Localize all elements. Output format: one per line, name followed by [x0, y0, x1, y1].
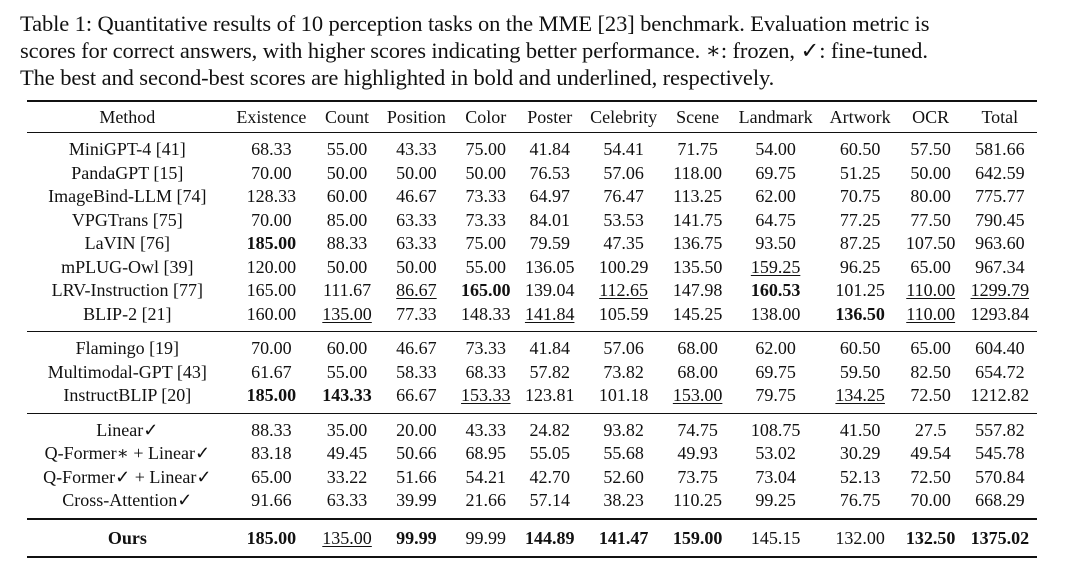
table-row [27, 279, 1037, 303]
score-cell: 50.00 [326, 162, 368, 183]
score-cell: 54.21 [465, 466, 507, 487]
score-cell: 55.00 [326, 361, 368, 382]
score-cell: 132.00 [835, 527, 885, 548]
column-header-artwork: Artwork [829, 107, 891, 127]
score-cell: 61.67 [251, 361, 292, 382]
score-cell: 20.00 [396, 419, 437, 440]
score-cell: 57.50 [910, 139, 951, 159]
score-cell: 93.82 [603, 419, 644, 440]
table-caption [20, 10, 1060, 91]
score-cell: 50.00 [396, 256, 437, 277]
score-cell: 136.05 [524, 256, 575, 277]
score-cell: 775.77 [975, 186, 1025, 206]
score-cell: 55.00 [465, 256, 507, 277]
method-cell: Multimodal-GPT [43] [47, 361, 207, 382]
method-cell: Cross-Attention✓ [62, 490, 193, 510]
score-cell: 65.00 [251, 466, 292, 487]
score-cell: 42.70 [529, 466, 570, 487]
score-cell: 93.50 [755, 233, 796, 253]
score-cell: 62.00 [755, 338, 796, 358]
table-header [27, 101, 1037, 133]
score-cell: 70.00 [251, 338, 292, 358]
score-cell: 604.40 [975, 338, 1025, 358]
score-cell: 55.68 [603, 443, 644, 463]
score-cell: 165.00 [246, 280, 297, 300]
caption-line-3: The best and second-best scores are highlighted in bold and underlined, respectively. [20, 65, 775, 90]
score-cell: 50.00 [465, 162, 507, 183]
score-cell: 72.50 [910, 385, 951, 405]
score-cell: 69.75 [755, 361, 796, 382]
table-row [27, 303, 1037, 332]
score-cell: 110.25 [673, 490, 723, 510]
method-cell: MiniGPT-4 [41] [68, 139, 186, 159]
score-cell: 96.25 [839, 256, 881, 277]
score-cell: 74.75 [677, 419, 718, 440]
score-cell: 967.34 [975, 256, 1025, 277]
score-cell: 58.33 [396, 361, 437, 382]
method-cell: Ours [107, 527, 147, 548]
score-cell: 159.00 [672, 527, 723, 548]
score-cell: 63.33 [396, 209, 437, 230]
table-row [27, 519, 1037, 557]
score-cell: 60.00 [326, 186, 368, 206]
score-cell: 68.95 [465, 443, 507, 463]
score-cell: 145.15 [750, 527, 801, 548]
score-cell: 185.00 [246, 527, 297, 548]
table-row [27, 413, 1037, 442]
score-cell: 160.53 [750, 280, 801, 300]
caption-line-1: Table 1: Quantitative results of 10 perception tasks on the MME [23] benchmark. Evaluation metric is [20, 11, 930, 36]
score-cell: 107.50 [905, 233, 956, 253]
column-header-ocr: OCR [912, 107, 950, 127]
score-cell: 49.54 [910, 443, 951, 463]
score-cell: 83.18 [251, 443, 292, 463]
score-cell: 38.23 [603, 490, 644, 510]
score-cell: 70.00 [251, 209, 292, 230]
score-cell: 153.33 [461, 385, 511, 405]
method-cell: PandaGPT [15] [71, 162, 184, 183]
score-cell: 128.33 [246, 186, 297, 206]
score-cell: 52.60 [603, 466, 644, 487]
score-cell: 101.25 [835, 280, 885, 300]
score-cell: 165.00 [461, 280, 511, 300]
score-cell: 136.50 [835, 303, 885, 324]
score-cell: 59.50 [839, 361, 881, 382]
score-cell: 41.84 [529, 338, 570, 358]
score-cell: 557.82 [975, 419, 1025, 440]
column-header-celebrity: Celebrity [590, 107, 658, 127]
score-cell: 108.75 [750, 419, 801, 440]
score-cell: 76.75 [839, 490, 881, 510]
score-cell: 39.99 [396, 490, 437, 510]
score-cell: 185.00 [246, 385, 297, 405]
score-cell: 790.45 [975, 209, 1025, 230]
score-cell: 570.84 [975, 466, 1025, 487]
score-cell: 62.00 [755, 186, 796, 206]
table-row [27, 384, 1037, 413]
column-header-position: Position [386, 107, 446, 127]
score-cell: 75.00 [465, 139, 507, 159]
column-header-existence: Existence [236, 107, 307, 127]
score-cell: 110.00 [906, 303, 956, 324]
score-cell: 71.75 [677, 139, 718, 159]
score-cell: 1212.82 [970, 385, 1030, 405]
method-cell: Linear✓ [96, 419, 159, 440]
method-cell: LRV-Instruction [77] [51, 280, 203, 300]
method-cell: VPGTrans [75] [71, 209, 183, 230]
score-cell: 110.00 [906, 280, 956, 300]
score-cell: 57.06 [603, 162, 644, 183]
score-cell: 50.00 [326, 256, 368, 277]
score-cell: 73.04 [755, 466, 796, 487]
score-cell: 68.33 [251, 139, 292, 159]
score-cell: 77.33 [396, 303, 437, 324]
score-cell: 86.67 [396, 280, 437, 300]
score-cell: 50.00 [910, 162, 951, 183]
score-cell: 120.00 [246, 256, 297, 277]
score-cell: 66.67 [396, 385, 437, 405]
score-cell: 85.00 [326, 209, 368, 230]
score-cell: 1299.79 [970, 280, 1030, 300]
score-cell: 100.29 [598, 256, 649, 277]
score-cell: 24.82 [529, 419, 570, 440]
table-row [27, 256, 1037, 280]
score-cell: 99.99 [396, 527, 437, 548]
results-table [27, 100, 1037, 558]
score-cell: 99.25 [755, 490, 796, 510]
score-cell: 33.22 [326, 466, 368, 487]
score-cell: 57.82 [529, 361, 570, 382]
score-cell: 70.75 [839, 186, 881, 206]
score-cell: 111.67 [322, 280, 372, 300]
score-cell: 143.33 [322, 385, 372, 405]
table-row [27, 162, 1037, 186]
score-cell: 53.53 [603, 209, 644, 230]
score-cell: 69.75 [755, 162, 796, 183]
score-cell: 68.00 [677, 361, 718, 382]
score-cell: 79.75 [755, 385, 796, 405]
column-header-poster: Poster [527, 107, 573, 127]
score-cell: 88.33 [326, 233, 368, 253]
score-cell: 135.00 [322, 303, 372, 324]
table-row [27, 209, 1037, 233]
score-cell: 73.82 [603, 361, 644, 382]
score-cell: 43.33 [396, 139, 437, 159]
score-cell: 148.33 [461, 303, 511, 324]
score-cell: 88.33 [251, 419, 292, 440]
score-cell: 145.25 [672, 303, 723, 324]
table-group-3 [27, 413, 1037, 519]
score-cell: 87.25 [839, 233, 881, 253]
method-cell: Flamingo [19] [75, 338, 180, 358]
score-cell: 185.00 [246, 233, 297, 253]
method-cell: Q-Former✓ + Linear✓ [43, 466, 212, 487]
score-cell: 132.50 [905, 527, 956, 548]
score-cell: 41.50 [839, 419, 881, 440]
column-header-method: Method [99, 107, 156, 127]
score-cell: 99.99 [465, 527, 507, 548]
score-cell: 60.00 [326, 338, 368, 358]
column-header-total: Total [981, 107, 1019, 127]
score-cell: 55.00 [326, 139, 368, 159]
method-cell: BLIP-2 [21] [83, 303, 172, 324]
table-group-1 [27, 133, 1037, 332]
score-cell: 141.84 [524, 303, 575, 324]
score-cell: 141.47 [598, 527, 649, 548]
score-cell: 72.50 [910, 466, 951, 487]
score-cell: 1293.84 [970, 303, 1030, 324]
method-cell: InstructBLIP [20] [63, 385, 192, 405]
score-cell: 49.45 [326, 443, 368, 463]
score-cell: 141.75 [672, 209, 723, 230]
table-row [27, 232, 1037, 256]
table-row [27, 489, 1037, 519]
method-cell: ImageBind-LLM [74] [48, 186, 207, 206]
score-cell: 51.25 [839, 162, 881, 183]
score-cell: 64.75 [755, 209, 796, 230]
score-cell: 113.25 [673, 186, 723, 206]
score-cell: 50.00 [396, 162, 437, 183]
score-cell: 545.78 [975, 443, 1025, 463]
score-cell: 63.33 [326, 490, 368, 510]
score-cell: 82.50 [910, 361, 951, 382]
score-cell: 147.98 [672, 280, 723, 300]
score-cell: 21.66 [465, 490, 507, 510]
score-cell: 27.5 [914, 419, 947, 440]
score-cell: 144.89 [524, 527, 575, 548]
table-row [27, 361, 1037, 385]
score-cell: 1375.02 [970, 527, 1030, 548]
table-row [27, 332, 1037, 361]
method-cell: Q-Former∗ + Linear✓ [44, 443, 211, 463]
table-row [27, 466, 1037, 490]
column-header-color: Color [465, 107, 507, 127]
score-cell: 70.00 [251, 162, 292, 183]
score-cell: 52.13 [839, 466, 881, 487]
score-cell: 135.00 [322, 527, 372, 548]
score-cell: 57.06 [603, 338, 644, 358]
score-cell: 654.72 [975, 361, 1025, 382]
score-cell: 642.59 [975, 162, 1025, 183]
score-cell: 73.33 [465, 209, 507, 230]
table-group-ours [27, 519, 1037, 557]
score-cell: 135.50 [672, 256, 723, 277]
score-cell: 105.59 [598, 303, 649, 324]
score-cell: 963.60 [975, 233, 1025, 253]
score-cell: 80.00 [910, 186, 951, 206]
table-row [27, 185, 1037, 209]
score-cell: 118.00 [673, 162, 723, 183]
score-cell: 73.33 [465, 338, 507, 358]
method-cell: mPLUG-Owl [39] [61, 256, 194, 277]
score-cell: 134.25 [835, 385, 885, 405]
score-cell: 63.33 [396, 233, 437, 253]
score-cell: 46.67 [396, 186, 437, 206]
score-cell: 581.66 [975, 139, 1025, 159]
score-cell: 55.05 [529, 443, 570, 463]
score-cell: 60.50 [839, 338, 881, 358]
score-cell: 70.00 [910, 490, 951, 510]
score-cell: 84.01 [529, 209, 570, 230]
score-cell: 54.00 [755, 139, 796, 159]
score-cell: 73.75 [677, 466, 718, 487]
score-cell: 77.50 [910, 209, 951, 230]
score-cell: 30.29 [839, 443, 881, 463]
score-cell: 64.97 [529, 186, 570, 206]
header-row [27, 101, 1037, 133]
score-cell: 65.00 [910, 256, 951, 277]
score-cell: 60.50 [839, 139, 881, 159]
score-cell: 46.67 [396, 338, 437, 358]
results-table-container [27, 100, 1037, 558]
score-cell: 76.47 [603, 186, 644, 206]
score-cell: 73.33 [465, 186, 507, 206]
score-cell: 136.75 [672, 233, 723, 253]
score-cell: 68.00 [677, 338, 718, 358]
score-cell: 153.00 [672, 385, 723, 405]
column-header-scene: Scene [676, 107, 720, 127]
table-group-2 [27, 332, 1037, 414]
column-header-landmark: Landmark [738, 107, 813, 127]
score-cell: 79.59 [529, 233, 570, 253]
score-cell: 57.14 [529, 490, 570, 510]
score-cell: 91.66 [251, 490, 292, 510]
score-cell: 43.33 [465, 419, 507, 440]
score-cell: 77.25 [839, 209, 881, 230]
score-cell: 49.93 [677, 443, 718, 463]
table-row [27, 133, 1037, 162]
score-cell: 76.53 [529, 162, 570, 183]
score-cell: 41.84 [529, 139, 570, 159]
caption-line-2: scores for correct answers, with higher scores indicating better performance. ∗: frozen, ✓: fine-tuned. [20, 38, 928, 63]
score-cell: 47.35 [603, 233, 644, 253]
column-header-count: Count [325, 107, 370, 127]
score-cell: 139.04 [524, 280, 575, 300]
score-cell: 138.00 [750, 303, 801, 324]
score-cell: 101.18 [598, 385, 649, 405]
method-cell: LaVIN [76] [84, 233, 171, 253]
score-cell: 68.33 [465, 361, 507, 382]
score-cell: 112.65 [599, 280, 649, 300]
table-row [27, 442, 1037, 466]
score-cell: 75.00 [465, 233, 507, 253]
score-cell: 123.81 [524, 385, 575, 405]
score-cell: 35.00 [326, 419, 368, 440]
score-cell: 160.00 [246, 303, 297, 324]
score-cell: 53.02 [755, 443, 796, 463]
score-cell: 50.66 [396, 443, 437, 463]
score-cell: 668.29 [975, 490, 1025, 510]
score-cell: 54.41 [603, 139, 644, 159]
score-cell: 65.00 [910, 338, 951, 358]
score-cell: 159.25 [750, 256, 801, 277]
score-cell: 51.66 [396, 466, 437, 487]
